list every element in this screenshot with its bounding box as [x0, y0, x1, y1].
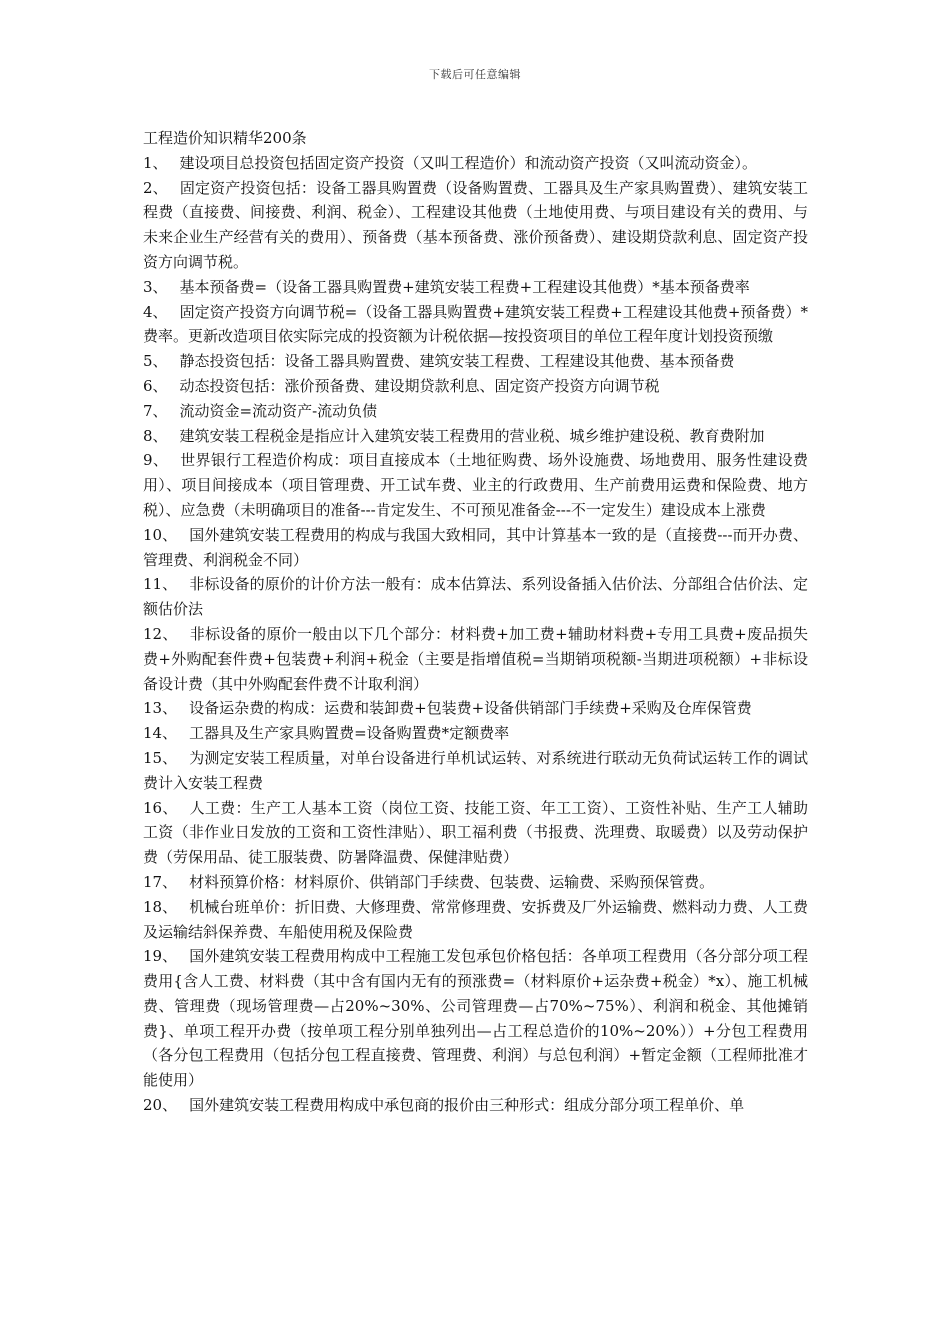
list-item — [143, 944, 808, 1093]
item-text: 工器具及生产家具购置费=设备购置费*定额费率 — [189, 724, 510, 743]
list-item — [143, 1093, 808, 1118]
list-item — [143, 895, 808, 945]
list-item — [143, 300, 808, 350]
item-number: 4、 — [143, 302, 168, 321]
item-text: 材料预算价格：材料原价、供销部门手续费、包装费、运输费、采购预保管费。 — [189, 872, 715, 891]
item-text: 设备运杂费的构成：运费和装卸费+包装费+设备供销部门手续费+采购及仓库保管费 — [189, 699, 752, 718]
item-number: 20、 — [143, 1096, 178, 1115]
item-number: 1、 — [143, 153, 168, 172]
list-item — [143, 622, 808, 696]
list-item — [143, 572, 808, 622]
item-number: 15、 — [143, 748, 178, 767]
item-text: 动态投资包括：涨价预备费、建设期贷款利息、固定资产投资方向调节税 — [179, 376, 660, 395]
list-item — [143, 151, 808, 176]
list-item — [143, 696, 808, 721]
list-item — [143, 424, 808, 449]
item-text: 静态投资包括：设备工器具购置费、建筑安装工程费、工程建设其他费、基本预备费 — [179, 352, 735, 371]
list-item — [143, 349, 808, 374]
item-number: 2、 — [143, 178, 168, 197]
list-item — [143, 176, 808, 275]
list-item — [143, 399, 808, 424]
item-number: 19、 — [143, 947, 178, 966]
item-text: 世界银行工程造价构成：项目直接成本（土地征购费、场外设施费、场地费用、服务性建设费用）、项目间接成本（项目管理费、开工试车费、业主的行政费用、生产前费用运费和保险费、地方税）、应急费（未明确项目的准备---肯定发生、不可预见准备金---不一定发生）建设成本上涨费 — [143, 451, 808, 519]
list-item — [143, 721, 808, 746]
list-item — [143, 448, 808, 522]
item-number: 18、 — [143, 897, 178, 916]
item-text: 机械台班单价：折旧费、大修理费、常常修理费、安拆费及厂外运输费、燃料动力费、人工费及运输结斜保养费、车船使用税及保险费 — [143, 897, 808, 941]
item-number: 9、 — [143, 451, 169, 470]
item-number: 14、 — [143, 724, 178, 743]
list-item — [143, 746, 808, 796]
item-number: 16、 — [143, 798, 178, 817]
page-header: 下载后可任意编辑 — [429, 68, 521, 81]
list-item — [143, 870, 808, 895]
item-number: 12、 — [143, 624, 178, 643]
list-item — [143, 523, 808, 573]
item-text: 国外建筑安装工程费用构成中承包商的报价由三种形式：组成分部分项工程单价、单 — [189, 1096, 745, 1115]
item-text: 固定资产投资包括：设备工器具购置费（设备购置费、工器具及生产家具购置费）、建筑安装工程费（直接费、间接费、利润、税金）、工程建设其他费（土地使用费、与项目建设有关的费用、与未来企业生产经营有关的费用）、预备费（基本预备费、涨价预备费）、建设期贷款利息、固定资产投资方向调节税。 — [143, 178, 808, 271]
item-text: 固定资产投资方向调节税=（设备工器具购置费+建筑安装工程费+工程建设其他费+预备费）*费率。更新改造项目依实际完成的投资额为计税依据—按投资项目的单位工程年度计划投资预缴 — [143, 302, 808, 346]
item-text: 流动资金=流动资产-流动负债 — [179, 401, 378, 420]
item-text: 建设项目总投资包括固定资产投资（又叫工程造价）和流动资产投资（又叫流动资金）。 — [179, 153, 758, 172]
item-text: 建筑安装工程税金是指应计入建筑安装工程费用的营业税、城乡维护建设税、教育费附加 — [179, 426, 765, 445]
item-number: 6、 — [143, 376, 168, 395]
item-number: 17、 — [143, 872, 178, 891]
item-text: 为测定安装工程质量，对单台设备进行单机试运转、对系统进行联动无负荷试运转工作的调试费计入安装工程费 — [143, 748, 808, 792]
item-number: 5、 — [143, 352, 168, 371]
item-text: 非标设备的原价的计价方法一般有：成本估算法、系列设备插入估价法、分部组合估价法、定额估价法 — [143, 575, 808, 619]
item-number: 13、 — [143, 699, 178, 718]
item-text: 国外建筑安装工程费用的构成与我国大致相同，其中计算基本一致的是（直接费---而开办费、管理费、利润税金不同） — [143, 525, 808, 569]
item-text: 基本预备费=（设备工器具购置费+建筑安装工程费+工程建设其他费）*基本预备费率 — [179, 277, 750, 296]
item-number: 11、 — [143, 575, 178, 594]
item-text: 非标设备的原价一般由以下几个部分：材料费+加工费+辅助材料费+专用工具费+废品损失费+外购配套件费+包装费+利润+税金（主要是指增值税=当期销项税额-当期进项税额）+非标设备设计费（其中外购配套件费不计取利润） — [143, 624, 809, 693]
item-number: 7、 — [143, 401, 168, 420]
list-item — [143, 796, 808, 870]
item-text: 国外建筑安装工程费用构成中工程施工发包承包价格包括：各单项工程费用（各分部分项工程费用{含人工费、材料费（其中含有国内无有的预涨费=（材料原价+运杂费+税金）*x）、施工机械费、管理费（现场管理费—占20%~30%、公司管理费—占70%~75%）、利润和税金、其他摊销费}、单项工程开办费（按单项工程分别单独列出—占工程总造价的10%~20%））+分包工程费用（各分包工程费用（包括分包工程直接费、管理费、利润）与总包利润）+暂定金额（工程师批准才能使用） — [143, 947, 808, 1090]
item-number: 10、 — [143, 525, 178, 544]
document-title: 工程造价知识精华200条 — [143, 129, 307, 147]
list-item — [143, 374, 808, 399]
item-number: 8、 — [143, 426, 168, 445]
item-text: 人工费：生产工人基本工资（岗位工资、技能工资、年工工资）、工资性补贴、生产工人辅助工资（非作业日发放的工资和工资性津贴）、职工福利费（书报费、洗理费、取暖费）以及劳动保护费（劳保用品、徒工服装费、防暑降温费、保健津贴费） — [143, 798, 808, 867]
document-body — [143, 126, 808, 1118]
list-item — [143, 275, 808, 300]
item-number: 3、 — [143, 277, 168, 296]
